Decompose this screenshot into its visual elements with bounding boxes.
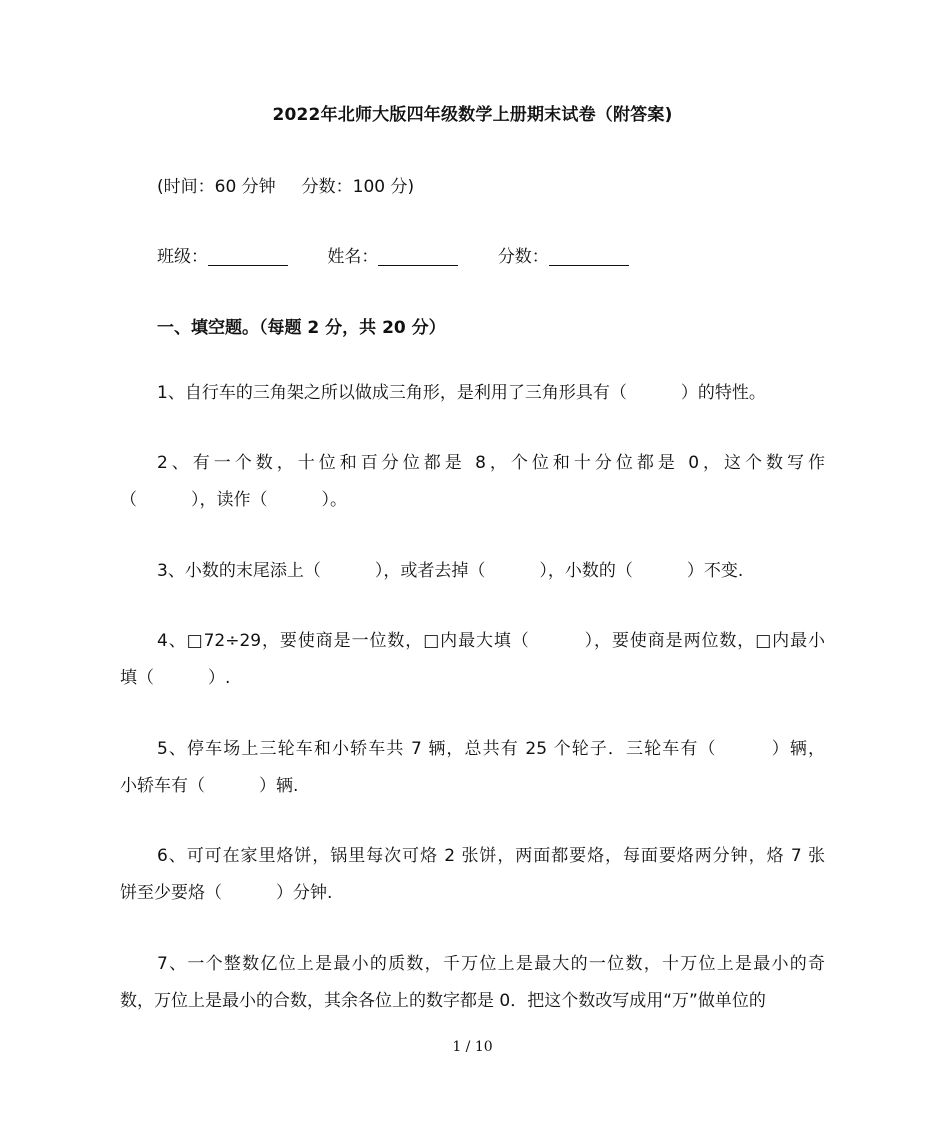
name-blank[interactable] <box>378 245 458 266</box>
question-7: 7、一个整数亿位上是最小的质数，千万位上是最大的一位数，十万位上是最小的奇 数，万位上是最小的合数，其余各位上的数字都是 0．把这个数改写成用“万”做单位的 <box>120 954 825 1011</box>
question-3: 3、小数的末尾添上（ ），或者去掉（ ），小数的（ ）不变. <box>157 561 744 581</box>
name-label: 姓名： <box>327 247 379 267</box>
total-score: 分数：100 分) <box>301 177 415 197</box>
question-5: 5、停车场上三轮车和小轿车共 7 辆，总共有 25 个轮子．三轮车有（ ）辆， 小轿车有（ ）辆. <box>120 739 825 796</box>
question-1: 1、自行车的三角架之所以做成三角形，是利用了三角形具有（ ）的特性。 <box>157 383 766 403</box>
time-limit: (时间：60 分钟 <box>157 177 276 197</box>
section-heading: 一、填空题。（每题 2 分，共 20 分） <box>157 318 446 338</box>
score-label: 分数： <box>497 247 549 267</box>
page-title: 2022年北师大版四年级数学上册期末试卷（附答案) <box>272 105 673 125</box>
exam-meta <box>157 172 414 197</box>
page-number: 1 / 10 <box>452 1039 493 1055</box>
question-4: 4、□72÷29，要使商是一位数，□内最大填（ ），要使商是两位数，□内最小 填（ ）. <box>120 631 826 688</box>
score-blank[interactable] <box>549 245 629 266</box>
class-blank[interactable] <box>208 245 288 266</box>
question-2: 2、有一个数，十位和百分位都是 8，个位和十分位都是 0，这个数写作 （ ），读作（ ）。 <box>120 453 825 510</box>
student-info <box>157 242 629 267</box>
class-label: 班级： <box>157 247 208 267</box>
question-6: 6、可可在家里烙饼，锅里每次可烙 2 张饼，两面都要烙，每面要烙两分钟，烙 7 张 饼至少要烙（ ）分钟. <box>120 846 825 903</box>
